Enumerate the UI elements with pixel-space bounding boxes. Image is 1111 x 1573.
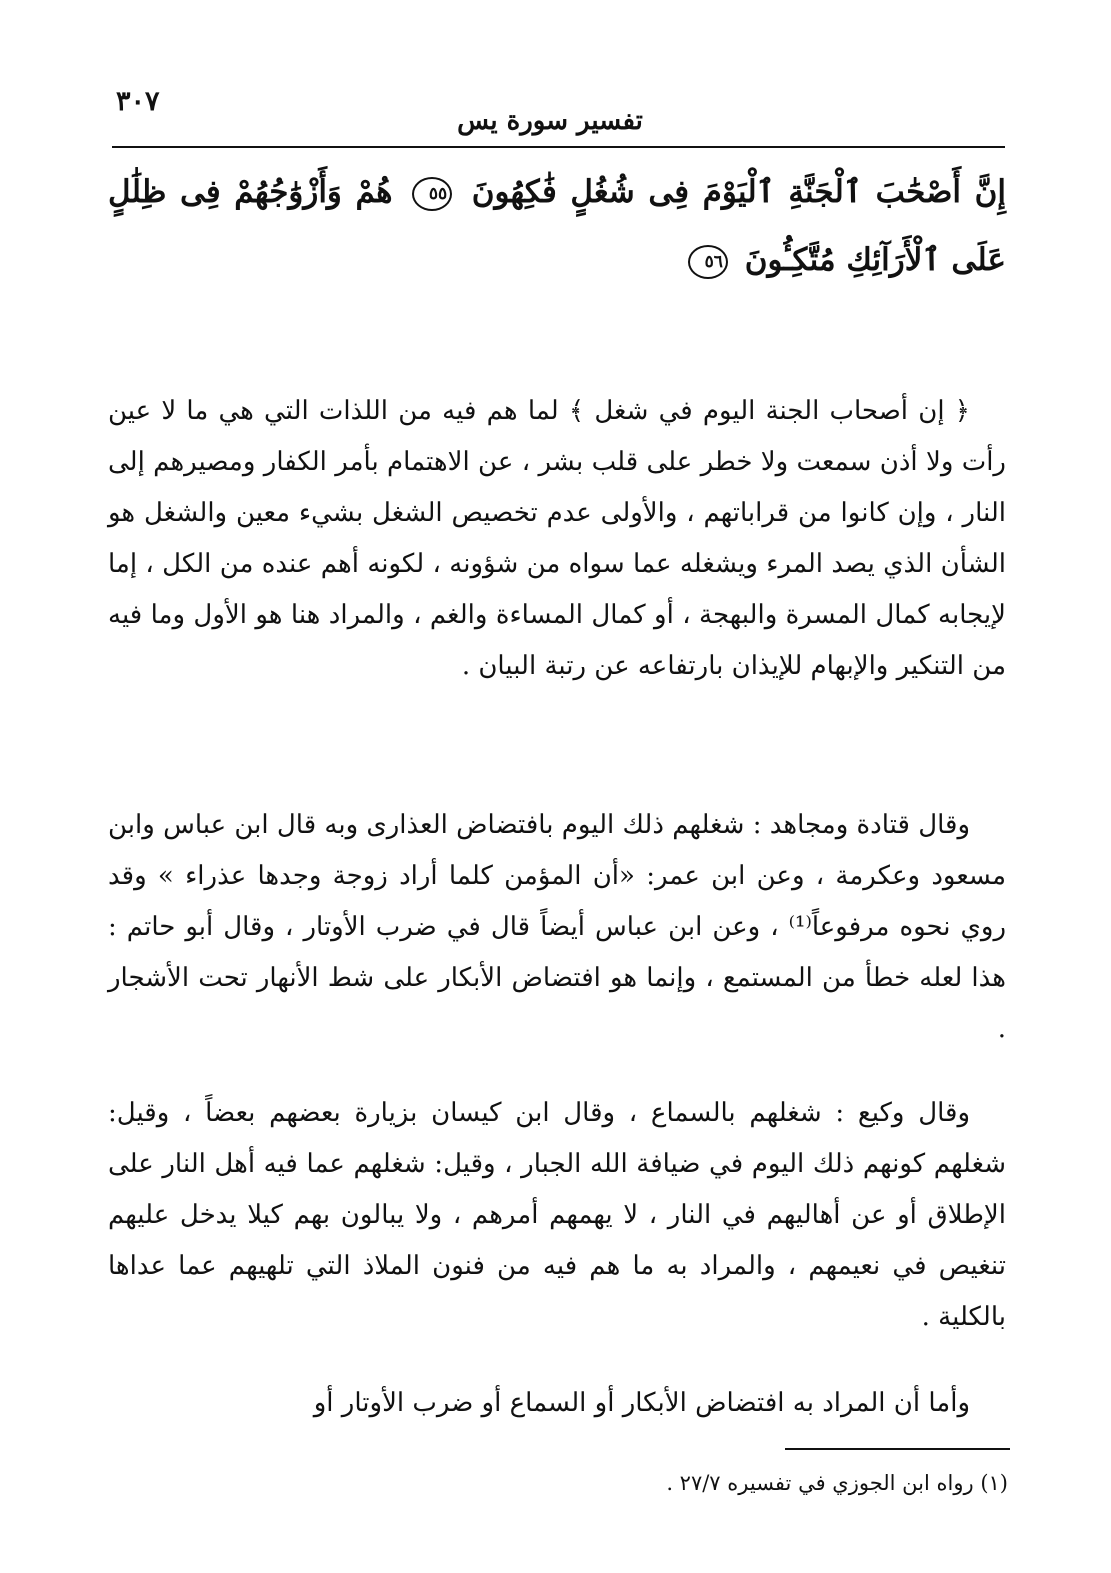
- footnote-rule: [785, 1448, 1010, 1450]
- commentary-paragraph-4: [108, 1378, 1006, 1429]
- ayah-number-marker: ٥٥: [412, 177, 452, 211]
- page-number: ٣٠٧: [116, 86, 160, 117]
- header-rule: [112, 146, 1005, 148]
- footnote: (١) رواه ابن الجوزي في تفسيره ٢٧/٧ .: [666, 1471, 1008, 1495]
- running-title: تفسير سورة يس: [457, 106, 643, 136]
- paragraph-text: وقال قتادة ومجاهد : شغلهم ذلك اليوم بافتضاض العذارى وبه قال ابن عباس وابن مسعود وعكرمة ، وعن ابن عمر: «أن المؤمن كلما أراد زوجة وجدها عذراء » وقد روي نحوه مرفوعاً⁽¹⁾ ، وعن ابن عباس أيضاً قال في ضرب الأوتار ، وقال أبو حاتم : هذا لعله خطأ من المستمع ، وإنما هو افتضاض الأبكار على شط الأنهار تحت الأشجار .: [108, 810, 1006, 1044]
- paragraph-text: ﴿ إن أصحاب الجنة اليوم في شغل ﴾ لما هم فيه من اللذات التي هي ما لا عين رأت ولا أذن سمعت ولا خطر على قلب بشر ، عن الاهتمام بأمر الكفار ومصيرهم إلى النار ، وإن كانوا من قراباتهم ، والأولى عدم تخصيص الشغل بشيء معين والشغل هو الشأن الذي يصد المرء ويشغله عما سواه من شؤونه ، لكونه أهم عنده من الكل ، إما لإيجابه كمال المسرة والبهجة ، أو كمال المساءة والغم ، والمراد هنا هو الأول وما فيه من التنكير والإبهام للإيذان بارتفاعه عن رتبة البيان .: [108, 396, 1006, 681]
- quran-verse: [108, 158, 1006, 294]
- ayah-number-marker: ٥٦: [688, 245, 728, 279]
- verse-text-56: هُمْ وَأَزْوَٰجُهُمْ فِى ظِلَٰلٍ عَلَى ٱلْأَرَآئِكِ مُتَّكِـُٔونَ: [108, 174, 1006, 278]
- verse-text-55: إِنَّ أَصْحَٰبَ ٱلْجَنَّةِ ٱلْيَوْمَ فِى شُغُلٍ فَٰكِهُونَ: [471, 174, 1007, 210]
- commentary-paragraph-1: [108, 386, 1006, 692]
- commentary-paragraph-3: [108, 1088, 1006, 1343]
- commentary-paragraph-2: [108, 800, 1006, 1055]
- paragraph-text: وأما أن المراد به افتضاض الأبكار أو السماع أو ضرب الأوتار أو: [313, 1388, 970, 1418]
- paragraph-text: وقال وكيع : شغلهم بالسماع ، وقال ابن كيسان بزيارة بعضهم بعضاً ، وقيل: شغلهم كونهم ذلك اليوم في ضيافة الله الجبار ، وقيل: شغلهم عما فيه أهل النار على الإطلاق أو عن أهاليهم في النار ، لا يهمهم أمرهم ، ولا يبالون بهم كيلا يدخل عليهم تنغيص في نعيمهم ، والمراد به ما هم فيه من فنون الملاذ التي تلهيهم عما عداها بالكلية .: [108, 1098, 1006, 1332]
